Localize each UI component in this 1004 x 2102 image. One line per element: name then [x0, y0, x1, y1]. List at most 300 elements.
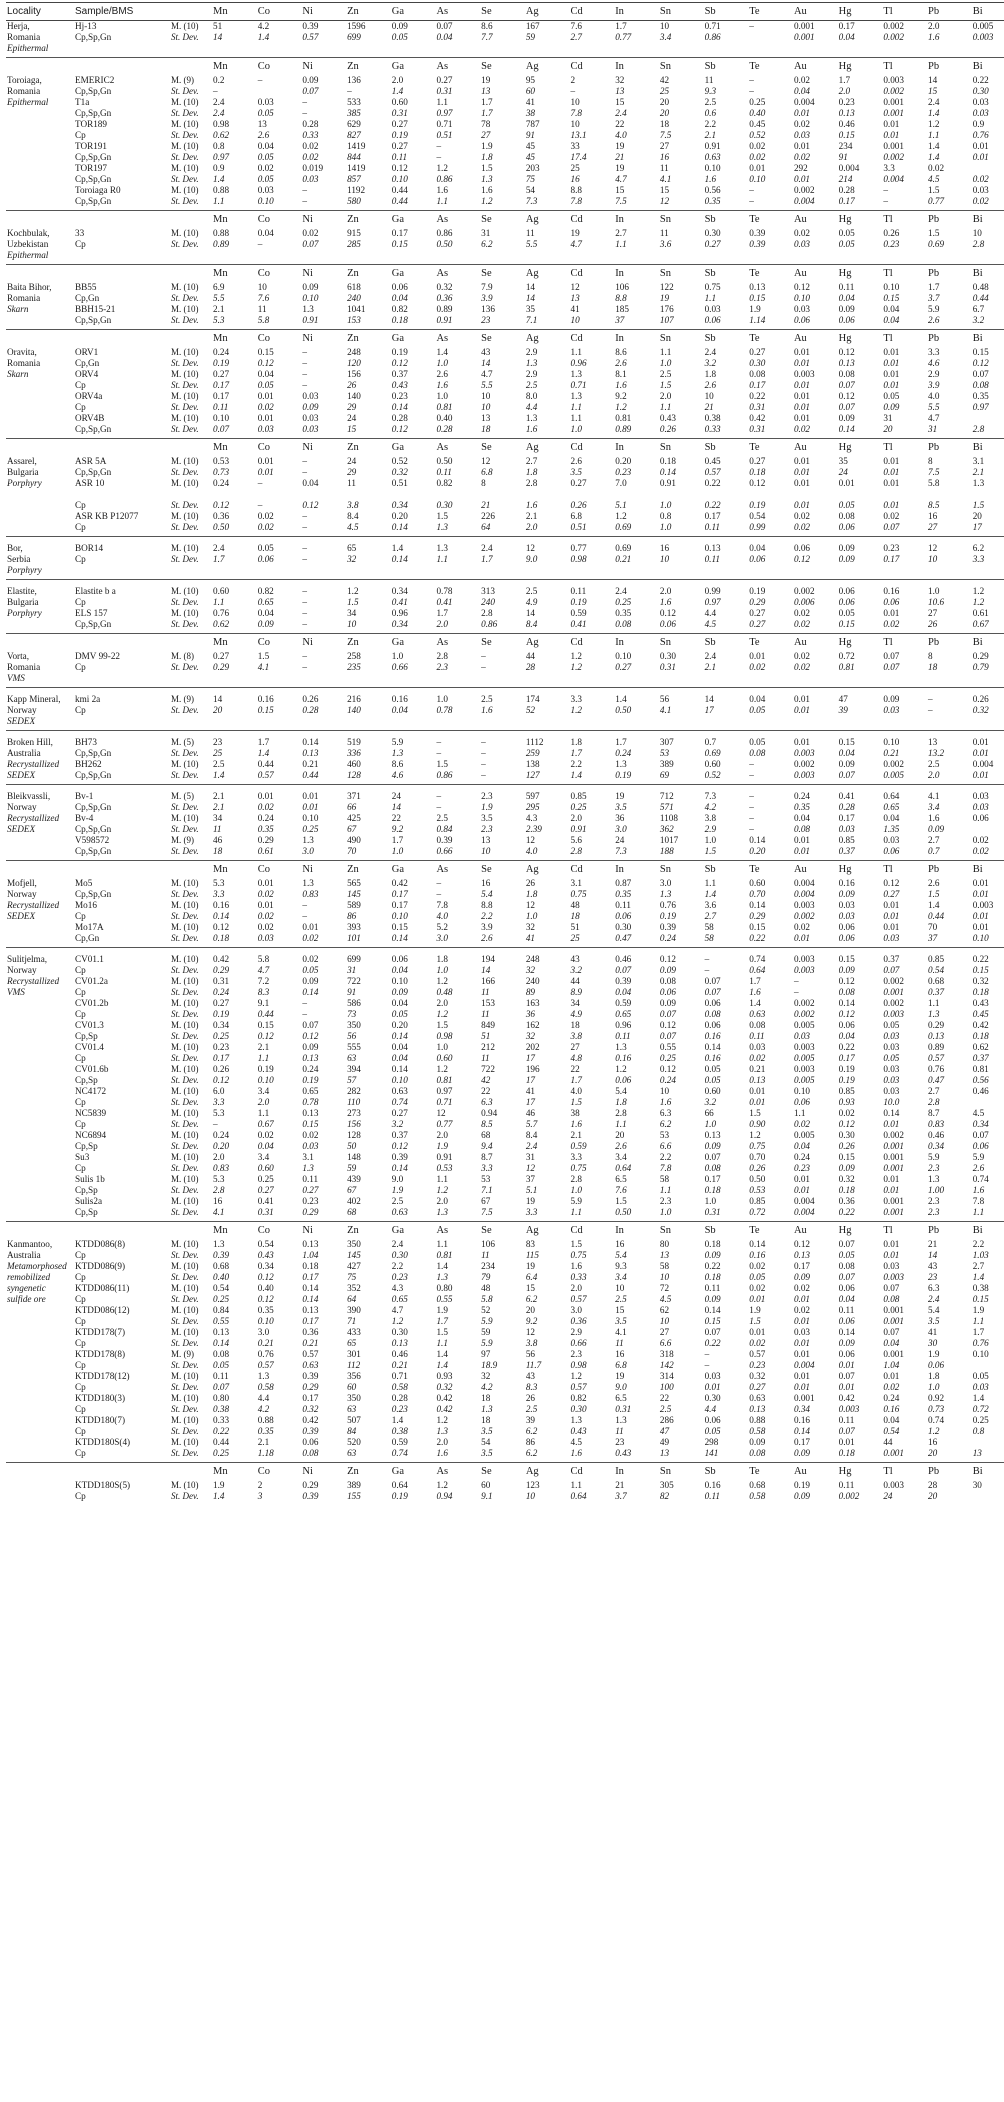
value-cell: 214: [838, 174, 853, 184]
value-cell: 1.3: [615, 1042, 627, 1052]
value-cell: 3.5: [481, 1426, 493, 1436]
value-cell: 0.82: [257, 586, 274, 596]
value-cell: 59: [525, 32, 535, 42]
sample-cell: Cp,Gn: [75, 933, 100, 943]
value-cell: 10: [659, 1086, 670, 1096]
locality-cell: [6, 413, 74, 424]
value-cell: 4.5: [570, 1437, 582, 1447]
stat-label-cell: M. (10): [171, 1174, 199, 1184]
value-cell: 0.06: [838, 1020, 855, 1030]
value-cell: 75: [525, 174, 535, 184]
value-cell: 69: [659, 770, 670, 780]
value-cell: 0.06: [391, 954, 408, 964]
value-cell: –: [749, 185, 754, 195]
value-cell: 0.08: [213, 1349, 230, 1359]
stat-label-cell: M. (10): [171, 954, 199, 964]
value-cell: 0.19: [749, 586, 766, 596]
value-cell: 1.3: [391, 748, 404, 758]
value-cell: 0.15: [302, 1119, 319, 1129]
value-cell: 0.25: [615, 597, 632, 607]
header-element: Ni: [301, 3, 346, 21]
value-cell: 1.4: [615, 694, 627, 704]
value-cell: 0.34: [391, 586, 408, 596]
value-cell: 0.23: [838, 97, 855, 107]
value-cell: 0.02: [972, 835, 989, 845]
table-row: [6, 163, 1004, 174]
value-cell: 0.09: [838, 413, 855, 423]
value-cell: 10: [704, 391, 714, 401]
value-cell: 0.33: [704, 424, 721, 434]
value-cell: 0.07: [615, 965, 632, 975]
value-cell: 70: [928, 922, 938, 932]
value-cell: [257, 86, 302, 97]
value-cell: 0.01: [883, 922, 900, 932]
value-cell: 0.13: [302, 748, 319, 758]
value-cell: 0.12: [793, 554, 811, 564]
value-cell: 0.93: [436, 1371, 453, 1381]
element-subheader-row: [6, 1463, 1004, 1481]
value-cell: 0.18: [659, 456, 676, 466]
value-cell: 57: [347, 1075, 357, 1085]
header-element: Co: [257, 3, 302, 21]
stat-label-cell: M. (10): [171, 1305, 199, 1315]
value-cell: 0.09: [391, 987, 408, 997]
value-cell: 3.3: [570, 694, 582, 704]
value-cell: 2.8: [615, 1108, 627, 1118]
value-cell: –: [302, 911, 307, 921]
stat-label-cell: M. (10): [171, 759, 199, 769]
value-cell: 0.05: [704, 1064, 721, 1074]
subheader-blank: [170, 861, 212, 879]
value-cell: 0.12: [659, 1064, 676, 1074]
sample-cell: KTDD086(9): [75, 1261, 126, 1271]
stat-label-cell: St. Dev.: [171, 1097, 199, 1107]
value-cell: 2.1: [213, 304, 225, 314]
locality-cell: [6, 152, 74, 163]
value-cell: 2.8: [436, 651, 448, 661]
value-cell: 0.03: [883, 1261, 900, 1271]
value-cell: 46: [213, 835, 223, 845]
value-cell: 0.07: [883, 1327, 900, 1337]
value-cell: 1.8: [704, 369, 717, 379]
value-cell: 25: [659, 86, 670, 96]
value-cell: 6.2: [972, 543, 985, 553]
value-cell: 0.04: [257, 608, 274, 618]
value-cell: 4.4: [257, 1393, 270, 1403]
value-cell: 0.20: [749, 846, 766, 856]
value-cell: 1.3: [659, 889, 672, 899]
value-cell: 0.004: [793, 1207, 815, 1217]
subheader-blank: [170, 439, 212, 457]
value-cell: 3.4: [928, 802, 940, 812]
value-cell: 23: [615, 1437, 625, 1447]
value-cell: 0.30: [749, 358, 766, 368]
value-cell: 2.1: [704, 662, 717, 672]
value-cell: 1.7: [213, 554, 225, 564]
value-cell: 0.57: [257, 770, 274, 780]
value-cell: 1.4: [436, 347, 448, 357]
value-cell: 0.04: [883, 813, 900, 823]
value-cell: 0.004: [883, 174, 904, 184]
subheader-element: Ag: [525, 332, 539, 344]
table-row: [6, 43, 1004, 54]
value-cell: 0.04: [391, 1042, 408, 1052]
value-cell: 0.17: [391, 889, 408, 899]
header-label: [170, 3, 212, 21]
value-cell: 26: [525, 878, 535, 888]
value-cell: 0.03: [972, 791, 989, 801]
value-cell: 0.12: [257, 1031, 274, 1041]
value-cell: 43: [570, 954, 580, 964]
stat-label-cell: St. Dev.: [171, 1338, 199, 1348]
value-cell: 155: [347, 1491, 361, 1501]
value-cell: 1.6: [704, 174, 717, 184]
value-cell: 0.002: [883, 21, 904, 31]
value-cell: 0.003: [793, 965, 815, 975]
locality-cell: Recrystallized: [7, 759, 60, 769]
subheader-element: Sb: [704, 1224, 716, 1236]
value-cell: 6.7: [972, 304, 985, 314]
subheader-element: Co: [257, 1465, 270, 1477]
table-row: [6, 86, 1004, 97]
value-cell: 3.0: [615, 824, 627, 834]
value-cell: 0.24: [213, 478, 230, 488]
sample-cell: BH73: [75, 737, 97, 747]
value-cell: 0.25: [213, 1448, 230, 1458]
value-cell: 3.6: [659, 239, 672, 249]
value-cell: 0.81: [972, 1064, 989, 1074]
value-cell: 0.05: [391, 32, 408, 42]
value-cell: 1.1: [257, 1053, 270, 1063]
table-row: [6, 1031, 1004, 1042]
table-row: [6, 770, 1004, 781]
stat-label-cell: M. (10): [171, 185, 199, 195]
value-cell: 1.4: [213, 174, 225, 184]
value-cell: 0.08: [749, 1448, 766, 1458]
value-cell: 32: [525, 965, 535, 975]
value-cell: 1.3: [928, 1174, 940, 1184]
value-cell: 0.01: [883, 130, 900, 140]
value-cell: –: [302, 185, 307, 195]
value-cell: 2.1: [704, 130, 717, 140]
value-cell: 136: [481, 304, 495, 314]
value-cell: 0.28: [838, 802, 855, 812]
stat-label-cell: M. (10): [171, 1152, 199, 1162]
value-cell: 1.3: [481, 174, 493, 184]
value-cell: –: [749, 196, 754, 206]
locality-cell: [6, 130, 74, 141]
value-cell: 0.11: [838, 282, 855, 292]
value-cell: 0.97: [704, 597, 721, 607]
value-cell: 0.91: [436, 1152, 453, 1162]
value-cell: 0.02: [302, 141, 319, 151]
value-cell: 4.1: [257, 662, 270, 672]
value-cell: 8.1: [615, 369, 627, 379]
value-cell: 0.69: [704, 748, 721, 758]
sample-cell: Cp: [75, 1053, 86, 1063]
value-cell: 2.1: [257, 1042, 270, 1052]
value-cell: 0.17: [213, 1053, 230, 1063]
value-cell: 3.5: [481, 1448, 493, 1458]
value-cell: 259: [525, 748, 540, 758]
value-cell: 1.6: [570, 1119, 582, 1129]
value-cell: –: [213, 1119, 218, 1129]
value-cell: 0.10: [213, 413, 230, 423]
subheader-blank: [74, 439, 170, 457]
value-cell: 0.11: [213, 1371, 229, 1381]
value-cell: 38: [525, 108, 535, 118]
value-cell: 0.01: [793, 478, 811, 488]
value-cell: 4.8: [570, 1053, 582, 1063]
value-cell: 5.7: [525, 1119, 538, 1129]
value-cell: 385: [347, 108, 361, 118]
value-cell: 0.53: [749, 1185, 766, 1195]
value-cell: 0.05: [838, 608, 855, 618]
value-cell: 0.74: [972, 1174, 989, 1184]
value-cell: 13: [481, 86, 491, 96]
value-cell: 0.27: [391, 119, 408, 129]
value-cell: 0.12: [213, 922, 230, 932]
value-cell: 10: [481, 391, 491, 401]
value-cell: 0.86: [436, 770, 453, 780]
value-cell: 0.99: [704, 586, 721, 596]
value-cell: 0.64: [391, 1480, 408, 1490]
value-cell: 2.3: [659, 1196, 672, 1206]
value-cell: 0.02: [257, 511, 274, 521]
value-cell: 0.08: [972, 380, 989, 390]
value-cell: 1.8: [928, 1371, 940, 1381]
value-cell: 6.4: [525, 1272, 538, 1282]
value-cell: 1.7: [436, 1316, 448, 1326]
value-cell: 0.85: [838, 835, 855, 845]
value-cell: 2.1: [570, 1130, 582, 1140]
value-cell: 0.08: [883, 1294, 900, 1304]
value-cell: 11: [615, 1338, 624, 1348]
value-cell: 0.05: [883, 1053, 900, 1063]
value-cell: 0.76: [972, 1338, 989, 1348]
value-cell: 0.29: [213, 965, 230, 975]
value-cell: 3.8: [570, 1031, 582, 1041]
value-cell: 0.85: [570, 791, 587, 801]
value-cell: 1.4: [928, 152, 940, 162]
value-cell: 352: [347, 1283, 361, 1293]
value-cell: 0.01: [972, 878, 989, 888]
element-subheader-row: [6, 211, 1004, 229]
value-cell: 0.34: [391, 619, 408, 629]
value-cell: 0.02: [749, 1053, 766, 1063]
sample-cell: Cp: [75, 500, 86, 510]
value-cell: 0.42: [749, 413, 766, 423]
value-cell: 0.03: [704, 1371, 721, 1381]
value-cell: 1.3: [257, 1371, 270, 1381]
trace-element-table: [6, 2, 1004, 1502]
value-cell: 0.01: [257, 878, 274, 888]
subheader-element: Zn: [347, 1224, 359, 1236]
subheader-element: Ag: [525, 60, 539, 72]
sample-cell: Cp: [75, 1491, 86, 1501]
subheader-blank: [6, 861, 74, 879]
value-cell: 0.03: [883, 1075, 900, 1085]
stat-label-cell: St. Dev.: [171, 130, 199, 140]
value-cell: 203: [525, 163, 540, 173]
value-cell: 0.14: [391, 1163, 408, 1173]
value-cell: 0.12: [749, 478, 766, 488]
value-cell: 0.05: [749, 1272, 766, 1282]
subheader-element: Te: [749, 863, 760, 875]
subheader-element: Hg: [838, 1465, 852, 1477]
value-cell: 16: [659, 152, 670, 162]
value-cell: 0.38: [704, 413, 721, 423]
table-row: [6, 900, 1004, 911]
value-cell: 0.73: [928, 1404, 945, 1414]
value-cell: 0.85: [838, 1086, 855, 1096]
value-cell: 7.1: [525, 315, 538, 325]
value-cell: 0.13: [838, 358, 855, 368]
value-cell: 26: [525, 1393, 535, 1403]
value-cell: 34: [570, 998, 580, 1008]
value-cell: 4.2: [704, 802, 717, 812]
value-cell: 0.93: [838, 1097, 855, 1107]
value-cell: 0.14: [213, 1338, 230, 1348]
value-cell: 39: [525, 1415, 535, 1425]
value-cell: 156: [347, 369, 361, 379]
value-cell: 0.04: [883, 304, 900, 314]
header-element: Sn: [659, 3, 704, 21]
value-cell: –: [257, 239, 263, 249]
subheader-element: Pb: [928, 60, 940, 72]
value-cell: 1.5: [570, 1097, 582, 1107]
value-cell: 0.01: [883, 608, 900, 618]
value-cell: 0.19: [838, 1064, 855, 1074]
value-cell: 394: [347, 1064, 361, 1074]
value-cell: 1.7: [928, 282, 940, 292]
value-cell: 2.1: [213, 791, 225, 801]
value-cell: 4.7: [615, 174, 627, 184]
subheader-element: Ni: [302, 1465, 313, 1477]
value-cell: 1.1: [213, 196, 225, 206]
value-cell: 0.69: [615, 522, 632, 532]
table-row: [6, 976, 1004, 987]
value-cell: 0.44: [257, 759, 274, 769]
value-cell: 0.57: [257, 1360, 274, 1370]
value-cell: 0.71: [436, 1097, 453, 1107]
value-cell: 32: [615, 75, 625, 85]
header-element: Pb: [927, 3, 972, 21]
value-cell: 0.75: [704, 282, 721, 292]
subheader-element: Tl: [883, 267, 893, 279]
locality-cell: Porphyry: [7, 478, 42, 488]
table-row: [6, 791, 1004, 802]
value-cell: 202: [525, 1042, 540, 1052]
value-cell: 0.83: [302, 889, 319, 899]
value-cell: 2.4: [704, 347, 717, 357]
value-cell: 0.11: [704, 1491, 720, 1501]
locality-cell: [6, 1031, 74, 1042]
value-cell: 0.16: [749, 1250, 766, 1260]
value-cell: 0.07: [883, 965, 900, 975]
value-cell: 0.01: [883, 1119, 900, 1129]
value-cell: 83: [525, 1239, 535, 1249]
value-cell: 0.16: [793, 1415, 811, 1425]
stat-label-cell: M. (9): [171, 1349, 194, 1359]
value-cell: 3.5: [570, 467, 582, 477]
value-cell: 0.004: [793, 1196, 815, 1206]
value-cell: 0.22: [704, 500, 721, 510]
stat-label-cell: St. Dev.: [171, 380, 199, 390]
value-cell: 44: [883, 1437, 893, 1447]
value-cell: 439: [347, 1174, 361, 1184]
value-cell: 4.1: [213, 1207, 225, 1217]
value-cell: 0.02: [972, 196, 989, 206]
value-cell: 0.15: [972, 1294, 989, 1304]
value-cell: 66: [704, 1108, 714, 1118]
subheader-element: Ga: [391, 332, 404, 344]
value-cell: 0.002: [793, 911, 815, 921]
value-cell: 0.32: [436, 1382, 453, 1392]
stat-label-cell: St. Dev.: [171, 32, 199, 42]
value-cell: 0.05: [257, 174, 274, 184]
value-cell: 0.67: [972, 619, 989, 629]
value-cell: 1.4: [928, 900, 940, 910]
value-cell: 26: [347, 380, 357, 390]
value-cell: 1.3: [481, 1404, 493, 1414]
value-cell: –: [481, 759, 486, 769]
value-cell: 425: [347, 813, 361, 823]
value-cell: 0.01: [883, 911, 900, 921]
value-cell: 5.4: [615, 1250, 627, 1260]
value-cell: 2.8: [570, 1174, 582, 1184]
value-cell: 2.0: [659, 391, 672, 401]
value-cell: 10.6: [928, 597, 945, 607]
value-cell: 0.18: [213, 933, 230, 943]
value-cell: 6.8: [570, 511, 582, 521]
value-cell: [972, 1491, 1004, 1502]
value-cell: 1.7: [481, 554, 493, 564]
value-cell: 1.0: [704, 1196, 717, 1206]
value-cell: 56: [659, 694, 670, 704]
value-cell: 1.9: [749, 1305, 761, 1315]
value-cell: 8.0: [525, 391, 538, 401]
value-cell: 14: [213, 694, 223, 704]
value-cell: 16: [213, 1196, 223, 1206]
subheader-blank: [170, 634, 212, 652]
value-cell: 13: [615, 86, 625, 96]
value-cell: 6.3: [481, 1097, 493, 1107]
value-cell: 0.06: [749, 554, 766, 564]
value-cell: 0.06: [883, 846, 900, 856]
value-cell: 27: [570, 1042, 580, 1052]
value-cell: 0.12: [838, 976, 855, 986]
value-cell: 0.01: [793, 141, 811, 151]
value-cell: 140: [347, 705, 361, 715]
stat-label-cell: M. (10): [171, 586, 199, 596]
value-cell: 0.14: [391, 1031, 408, 1041]
subheader-element: Se: [481, 636, 492, 648]
value-cell: 0.37: [838, 846, 855, 856]
value-cell: 1.2: [436, 163, 448, 173]
value-cell: 0.28: [302, 119, 319, 129]
stat-label-cell: St. Dev.: [171, 1163, 199, 1173]
value-cell: 0.35: [257, 824, 274, 834]
value-cell: 0.29: [749, 911, 766, 921]
value-cell: 0.39: [749, 239, 766, 249]
blank-cell: [74, 716, 1004, 727]
subheader-element: Sn: [659, 1224, 671, 1236]
value-cell: 0.89: [213, 239, 230, 249]
table-row: [6, 489, 1004, 500]
locality-cell: Broken Hill,: [7, 737, 53, 747]
value-cell: 6.2: [525, 1294, 538, 1304]
